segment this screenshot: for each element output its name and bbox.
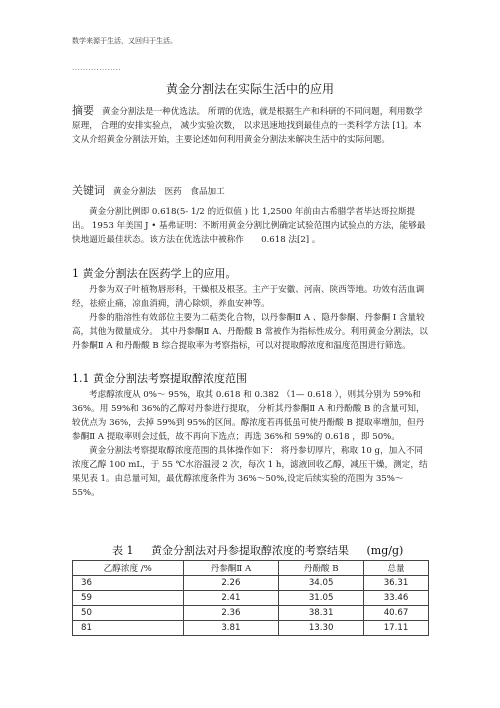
table-cell: 33.46 <box>364 591 429 606</box>
abstract-label: 摘要 <box>72 104 94 117</box>
keywords-text: 黄金分割法 医药 食品加工 <box>113 187 225 197</box>
keywords-label: 关键词 <box>72 184 105 197</box>
table-title: 黄金分割法对丹参提取醇浓度的考察结果 <box>151 544 349 557</box>
table-cell: 13.30 <box>279 621 364 636</box>
table-cell: 59 <box>73 591 184 606</box>
table-cell: 2.36 <box>183 606 279 621</box>
table-row <box>73 591 429 606</box>
table-cell: 31.05 <box>279 591 364 606</box>
table-row <box>73 576 429 591</box>
column-header: 丹酚酸 B <box>279 561 364 576</box>
intro-text: 黄金分割比例即 0.618(5- 1/2 的近似值 ) 比 1,2500 年前由古希腊学者毕达哥拉斯提出。 1953 年美国 J • 基弗证明：不断用黄金分割比例确定试验范围内试验点的方法，能够最快地逼近最佳状态。该方法在优选法中被称作 0.618 法[2] 。 <box>72 207 426 245</box>
header-divider: ·················· <box>72 66 122 74</box>
table-row <box>73 621 429 636</box>
section-1-paragraph-2: 丹参的脂溶性有效部位主要为二萜类化合物，以丹参酮Ⅱ A 、隐丹参酮、丹参酮 I 含量较高，其他为微量成分。 其中丹参酮Ⅱ A、丹酚酸 B 常被作为指标性成分。利用黄金分割法，以丹参酮Ⅱ A 和丹酚酸 B 综合提取率为考察指标，可以对提取醇浓度和温度范围进行筛选。 <box>72 313 428 351</box>
column-header: 乙醇浓度 /% <box>73 561 184 576</box>
table-cell: 81 <box>73 621 184 636</box>
table-unit: (mg/g) <box>366 544 404 557</box>
table-row <box>73 606 429 621</box>
table-caption <box>112 542 417 558</box>
header-tagline: 数学来源于生活，又回归于生活。 <box>72 37 177 45</box>
document-title: 黄金分割法在实际生活中的应用 <box>165 82 334 96</box>
table-cell: 2.26 <box>183 576 279 591</box>
table-cell: 40.67 <box>364 606 429 621</box>
section-1-heading: 1 黄金分割法在医药学上的应用。 <box>72 267 237 280</box>
results-table <box>72 560 429 636</box>
table-header-row <box>73 561 429 576</box>
section-1-paragraph-1: 丹参为双子叶植物唇形科，干燥根及根茎。主产于安徽、河南、陕西等地。功效有活血调经，祛瘀止痛，凉血消痈，清心除烦，养血安神等。 <box>72 285 425 309</box>
table-cell: 17.11 <box>364 621 429 636</box>
intro-paragraph <box>72 205 430 247</box>
table-number: 表 1 <box>112 544 134 557</box>
table-cell: 2.41 <box>183 591 279 606</box>
abstract-text: 黄金分割法是一种优选法。 所谓的优选，就是根据生产和科研的不同问题，利用数学原理， 合理的安排实验点， 减少实验次数， 以求迅速地找到最佳点的一类科学方法 [1]。本文从介绍黄金分割法开始，主要论述如何利用黄金分割法来解决生活中的实际问题。 <box>72 107 423 145</box>
table-cell: 36.31 <box>364 576 429 591</box>
section-1-1-heading: 1.1 黄金分割法考察提取醇浓度范围 <box>72 372 247 385</box>
section-1-1-paragraph-1: 考虑醇浓度从 0%～ 95%，取其 0.618 和 0.382 （1— 0.618 ），则其分别为 59%和 36%。用 59%和 36%的乙醇对丹参进行提取， 分析其丹参酮Ⅱ A 和丹酚酸 B 的含量可知，较优点为 36%，去掉 59%到 95%的区间。醇浓度若再低虽可使丹酚酸 B 提取率增加，但丹参酮Ⅱ A 提取率则会过低，故不再向下选点；再选 36%和 59%的 0.618 ，即 50%。 <box>72 390 425 442</box>
keywords-block <box>72 184 430 199</box>
table-cell: 34.05 <box>279 576 364 591</box>
table-cell: 50 <box>73 606 184 621</box>
table-cell: 38.31 <box>279 606 364 621</box>
section-1-body <box>72 283 430 353</box>
column-header: 总量 <box>364 561 429 576</box>
table-cell: 36 <box>73 576 184 591</box>
section-1-1-body <box>72 388 430 500</box>
section-1-1-paragraph-2: 黄金分割法考察提取醇浓度范围的具体操作如下： 将丹参切厚片，称取 10 g，加入不同浓度乙醇 100 mL，于 55 ℃水浴温浸 2 次，每次 1 h，滤液回收乙醇，减压干燥，测定，结果见表 1。由总量可知，最优醇浓度条件为 36%～50%,设定后续实验的范围为 35%～55%。 <box>72 446 428 498</box>
abstract-block <box>72 104 430 147</box>
column-header: 丹参酮Ⅱ A <box>183 561 279 576</box>
table-cell: 3.81 <box>183 621 279 636</box>
